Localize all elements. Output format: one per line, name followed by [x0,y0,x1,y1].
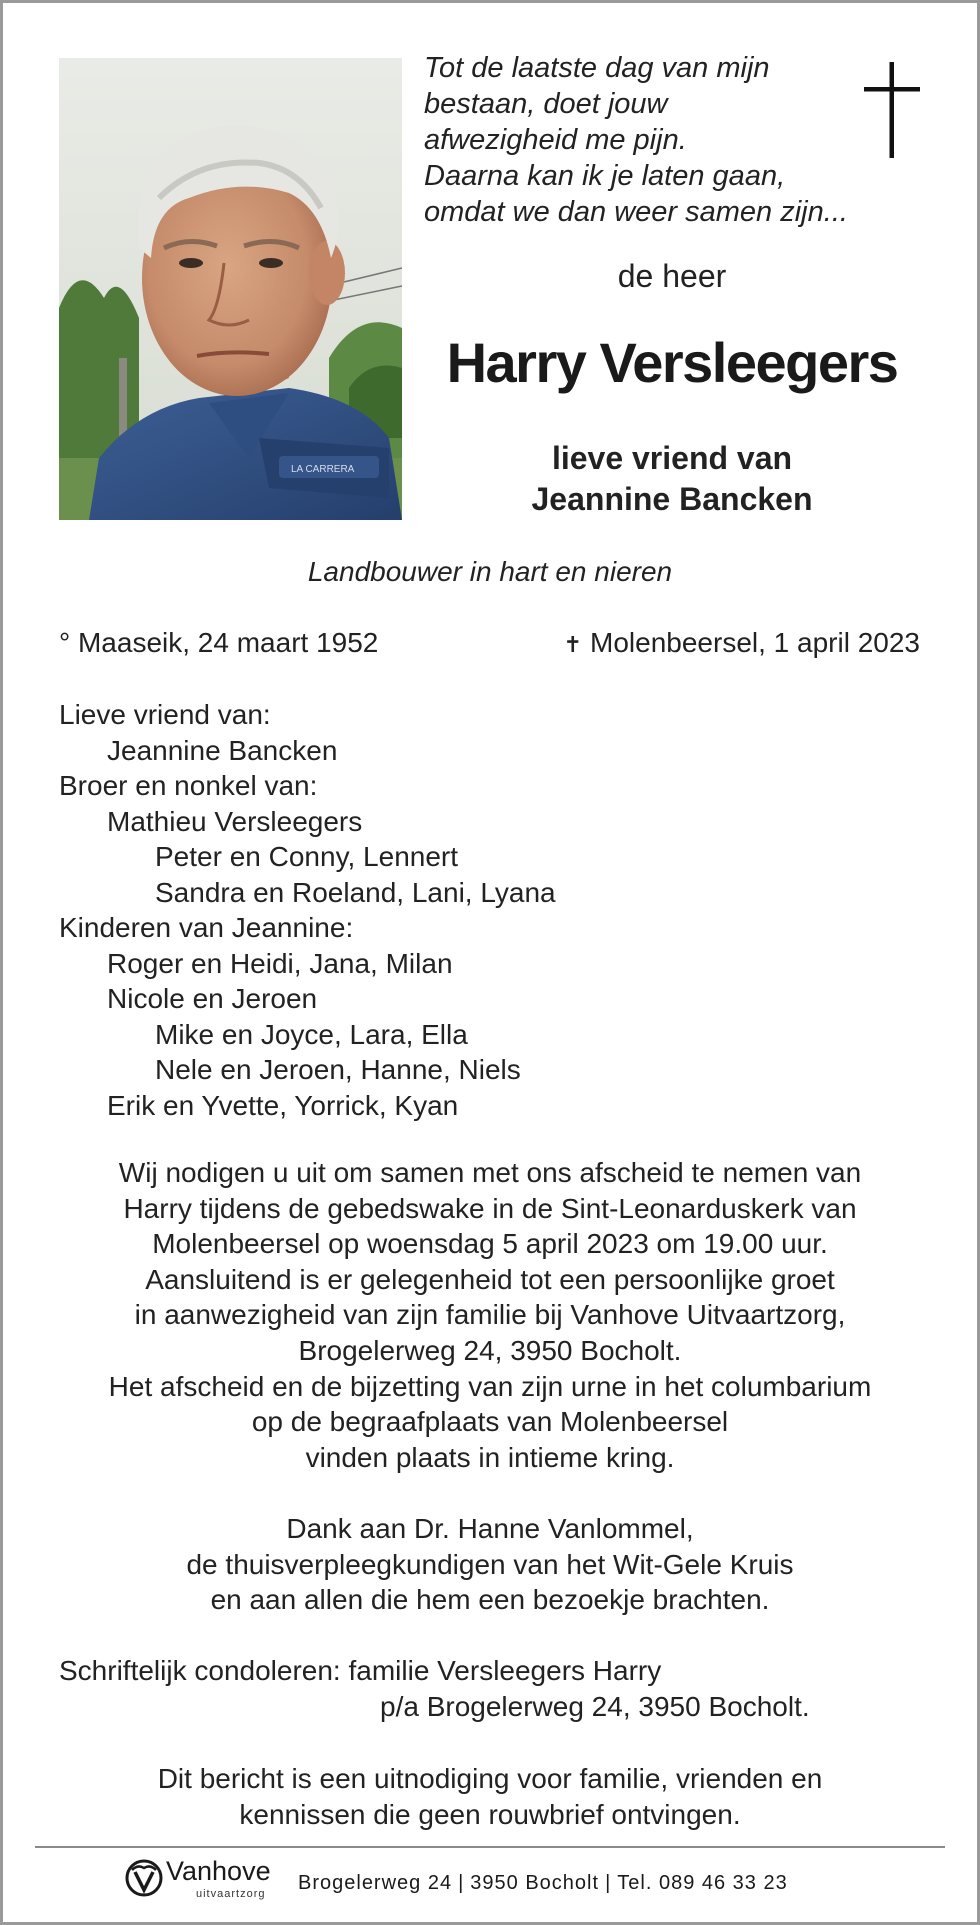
poem-line: Daarna kan ik je laten gaan, [424,160,786,192]
condolence-line: Schriftelijk condoleren: familie Versleegers Harry [59,1655,662,1686]
footer-phone: Tel. 089 46 33 23 [617,1872,788,1894]
funeral-home-logo [124,1856,284,1902]
footer-city: 3950 Bocholt [470,1872,600,1894]
dagger-icon: ✝ [563,632,583,657]
invitation-line: in aanwezigheid van zijn familie bij Vanhove Uitvaartzorg, [134,1299,846,1331]
invitation-line: Wij nodigen u uit om samen met ons afscheid te nemen van [118,1157,862,1188]
footer-divider [35,1846,945,1848]
poem-line: afwezigheid me pijn. [424,124,687,156]
logo-subtitle: uitvaartzorg [196,1888,266,1900]
birth-info: ° Maaseik, 24 maart 1952 [59,627,379,658]
portrait-photo [59,58,402,520]
closing-line: Dit bericht is een uitnodiging voor familie, vrienden en [157,1763,823,1794]
condolence-info [59,1653,810,1724]
family-member: Erik en Yvette, Yorrick, Kyan [107,1089,459,1121]
invitation-paragraph [0,1155,980,1475]
family-member: Nele en Jeroen, Hanne, Niels [155,1054,521,1085]
relation-block [424,438,920,520]
family-member: Jeannine Bancken [107,734,338,766]
thanks-paragraph [0,1511,980,1618]
invitation-line: Het afscheid en de bijzetting van zijn urne in het columbarium [108,1370,872,1402]
closing-note [0,1761,980,1832]
relation-line: lieve vriend van [551,440,793,476]
poem-line: omdat we dan weer samen zijn... [424,196,848,228]
family-member: Mike en Joyce, Lara, Ella [155,1018,468,1050]
invitation-line: Aansluitend is er gelegenheid tot een persoonlijke groet [145,1263,835,1295]
closing-line: kennissen die geen rouwbrief ontvingen. [239,1798,741,1830]
svg-text:LA CARRERA: LA CARRERA [291,464,355,475]
invitation-line: Harry tijdens de gebedswake in de Sint-Leonarduskerk van [123,1192,857,1224]
occupation-tagline: Landbouwer in hart en nieren [307,556,673,587]
cross-icon [864,62,920,158]
family-heading: Broer en nonkel van: [59,770,318,801]
family-heading: Kinderen van Jeannine: [59,912,354,943]
logo-name: Vanhove [166,1856,271,1886]
invitation-line: vinden plaats in intieme kring. [305,1441,675,1473]
footer-contact [298,1872,788,1895]
death-text: Molenbeersel, 1 april 2023 [590,627,920,658]
invitation-line: Molenbeersel op woensdag 5 april 2023 om 19.00 uur. [152,1228,828,1260]
footer-separator: | [458,1872,465,1894]
thanks-line: en aan allen die hem een bezoekje brachten. [210,1584,770,1616]
family-list [59,697,556,1123]
poem [424,50,854,230]
footer-separator: | [605,1872,612,1894]
vanhove-emblem-icon [124,1858,164,1898]
invitation-line: op de begraafplaats van Molenbeersel [251,1406,729,1438]
family-member: Peter en Conny, Lennert [155,841,459,872]
family-member: Nicole en Jeroen [107,983,318,1014]
deceased-name: Harry Versleegers [446,331,898,394]
condolence-address: p/a Brogelerweg 24, 3950 Bocholt. [380,1690,810,1722]
invitation-line: Brogelerweg 24, 3950 Bocholt. [298,1334,682,1366]
salutation: de heer [617,258,727,294]
relation-line: Jeannine Bancken [531,481,813,517]
thanks-line: Dank aan Dr. Hanne Vanlommel, [286,1513,694,1544]
poem-line: Tot de laatste dag van mijn [424,52,770,84]
poem-line: bestaan, doet jouw [424,88,668,120]
family-heading: Lieve vriend van: [59,699,271,730]
death-info [564,627,920,659]
thanks-line: de thuisverpleegkundigen van het Wit-Gele Kruis [186,1548,794,1580]
family-member: Roger en Heidi, Jana, Milan [107,947,453,979]
family-member: Mathieu Versleegers [107,805,363,837]
family-member: Sandra en Roeland, Lani, Lyana [155,876,556,908]
footer-street: Brogelerweg 24 [298,1872,453,1894]
